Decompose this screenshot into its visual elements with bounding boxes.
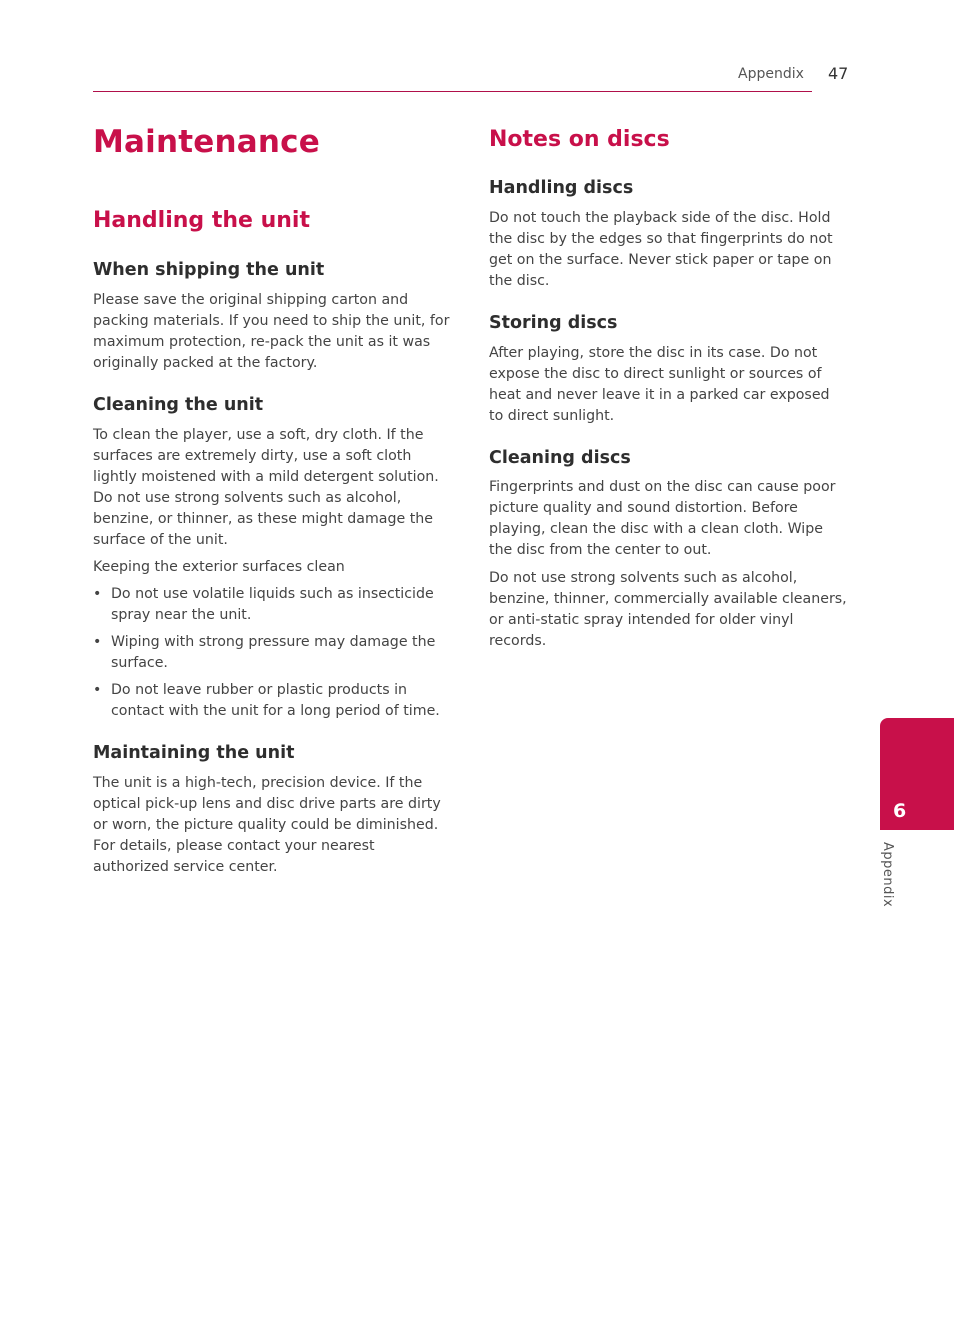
paragraph-shipping: Please save the original shipping carton and packing materials. If you need to ship the unit, for maximum protection, re-pack the unit as it was originally packed at the factory.: [93, 292, 450, 371]
bullet-dot-icon: •: [93, 682, 102, 698]
heading-storing-discs: Storing discs: [489, 313, 618, 333]
paragraph-cleaning-unit: To clean the player, use a soft, dry cloth. If the surfaces are extremely dirty, use a soft cloth lightly moistened with a mild detergent solution. Do not use strong solvents such as alcohol, benzine, or thinner, as these might damage the surface of the unit.: [93, 427, 439, 548]
bullet-dot-icon: •: [93, 634, 102, 650]
chapter-tab: [880, 718, 954, 830]
chapter-tab-label: Appendix: [880, 842, 895, 908]
list-item-text: Wiping with strong pressure may damage the surface.: [111, 634, 436, 671]
bullet-dot-icon: •: [93, 586, 102, 602]
list-item-text: Do not use volatile liquids such as insecticide spray near the unit.: [111, 586, 434, 623]
paragraph-solvents-discs: Do not use strong solvents such as alcohol, benzine, thinner, commercially available cleaners, or anti-static spray intended for older vinyl records.: [489, 570, 847, 649]
heading-handling-discs: Handling discs: [489, 178, 634, 198]
list-item: [93, 680, 451, 722]
paragraph-handling-discs: Do not touch the playback side of the disc. Hold the disc by the edges so that fingerprints do not get on the surface. Never stick paper or tape on the disc.: [489, 210, 833, 289]
list-item: [93, 632, 451, 674]
exterior-care-list: [93, 584, 451, 728]
heading-maintaining: Maintaining the unit: [93, 743, 295, 763]
heading-shipping: When shipping the unit: [93, 260, 325, 280]
header-divider: [93, 91, 812, 92]
paragraph-exterior-heading: Keeping the exterior surfaces clean: [93, 559, 345, 575]
section-title-handling-unit: Handling the unit: [93, 208, 310, 233]
paragraph-cleaning-discs: Fingerprints and dust on the disc can cause poor picture quality and sound distortion. Before playing, clean the disc with a clean cloth. Wipe the disc from the center to out.: [489, 479, 836, 558]
paragraph-maintaining: The unit is a high-tech, precision device. If the optical pick-up lens and disc drive parts are dirty or worn, the picture quality could be diminished. For details, please contact your nearest authorized service center.: [93, 775, 441, 875]
page-title: Maintenance: [93, 124, 320, 160]
heading-cleaning-discs: Cleaning discs: [489, 448, 631, 468]
list-item-text: Do not leave rubber or plastic products in contact with the unit for a long period of time.: [111, 682, 440, 719]
running-header-section: Appendix: [738, 66, 804, 82]
paragraph-storing-discs: After playing, store the disc in its case. Do not expose the disc to direct sunlight or sources of heat and never leave it in a parked car exposed to direct sunlight.: [489, 345, 830, 424]
page-number: 47: [828, 64, 849, 83]
section-title-notes-discs: Notes on discs: [489, 127, 670, 152]
list-item: [93, 584, 451, 626]
heading-cleaning-unit: Cleaning the unit: [93, 395, 264, 415]
chapter-tab-number: 6: [893, 800, 907, 822]
